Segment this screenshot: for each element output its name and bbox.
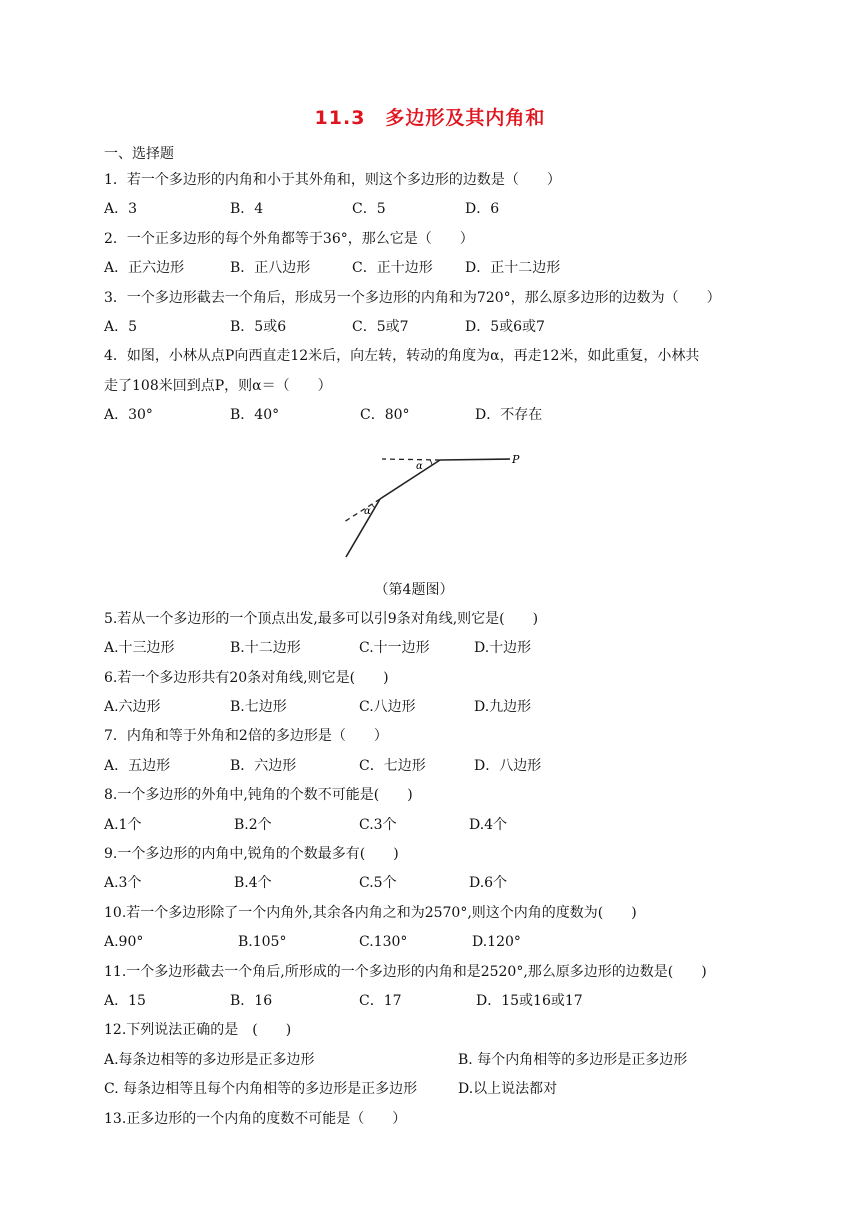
option-b: B.七边形 [230,699,287,716]
question-options [104,634,764,663]
option-c: C.八边形 [359,699,416,716]
option-d: D．不存在 [475,407,543,424]
alpha-label-1: α [416,460,423,472]
question-options [104,811,764,840]
option-d: D．15或16或17 [476,992,583,1009]
option-c: C. 每条边相等且每个内角相等的多边形是正多边形 [104,1081,418,1098]
question-options [104,869,764,898]
question-options [104,1046,764,1075]
option-c: C．80° [360,407,410,424]
option-b: B．正八边形 [230,260,311,277]
segment-1 [440,459,510,460]
question-stem: 7．内角和等于外角和2倍的多边形是（ ） [104,728,388,745]
angle-arc-2 [372,504,375,508]
question-stem: 3．一个多边形截去一个角后，形成另一个多边形的内角和为720°，那么原多边形的边数为（ ） [104,289,721,306]
option-c: C．17 [359,992,402,1009]
option-a: A.十三边形 [104,640,175,657]
option-d: D．正十二边形 [465,260,561,277]
question-stem: 6.若一个多边形共有20条对角线,则它是( ) [104,669,389,686]
question-stem-continued: 走了108米回到点P，则α＝（ ） [104,377,332,394]
option-c: C．七边形 [359,757,426,774]
option-a: A．正六边形 [104,260,185,277]
option-b: B．16 [230,992,273,1009]
angle-arc-1 [430,460,432,465]
point-p-label: P [512,452,520,466]
option-b: B．4 [230,201,264,218]
extension-line-1 [382,459,440,460]
question-stem: 12.下列说法正确的是 ( ) [104,1022,292,1039]
option-d: D.4个 [469,816,508,833]
option-b: B.105° [238,934,287,951]
question-stem: 5.若从一个多边形的一个顶点出发,最多可以引9条对角线,则它是( ) [104,610,539,627]
option-c: C.130° [359,934,408,951]
option-c: C.5个 [359,875,397,892]
option-b: B.2个 [234,816,272,833]
option-c: C．5 [352,201,386,218]
question-stem: 13.正多边形的一个内角的度数不可能是（ ） [104,1110,407,1127]
option-b: B. 每个内角相等的多边形是正多边形 [458,1051,688,1068]
option-a: A．5 [104,318,138,335]
option-d: D．八边形 [474,757,542,774]
question-stem: 9.一个多边形的内角中,锐角的个数最多有( ) [104,846,399,863]
option-b: B.4个 [234,875,272,892]
section-heading: 一、选择题 [104,146,174,162]
option-b: B.十二边形 [230,640,301,657]
question-stem: 1．若一个多边形的内角和小于其外角和，则这个多边形的边数是（ ） [104,172,561,188]
option-d: D.十边形 [474,640,532,657]
question-list [104,166,764,1134]
option-d: D.120° [472,934,521,951]
question-options [104,254,764,283]
question-options [104,195,764,224]
option-a: A．30° [104,407,153,424]
extension-line-2 [344,499,380,522]
option-c: C．5或7 [352,318,409,335]
question-stem: 8.一个多边形的外角中,钝角的个数不可能是( ) [104,787,413,804]
question-options [104,1075,764,1104]
page-title: 11.3 多边形及其内角和 [314,107,546,129]
question-4-figure [104,431,764,576]
option-a: A.3个 [104,875,142,892]
option-a: A.90° [104,934,144,951]
option-a: A.六边形 [104,699,161,716]
option-b: B．40° [230,407,280,424]
question-options [104,313,764,342]
question-stem: 2．一个正多边形的每个外角都等于36°，那么它是（ ） [104,230,474,247]
option-c: C.十一边形 [359,640,430,657]
question-options [104,987,764,1016]
option-d: D.九边形 [474,699,532,716]
path-diagram [338,439,528,559]
option-a: A．五边形 [104,757,171,774]
option-b: B．5或6 [230,318,287,335]
option-a: A．3 [104,201,138,218]
question-options [104,693,764,722]
option-a: A.每条边相等的多边形是正多边形 [104,1051,315,1068]
option-d: D.6个 [469,875,508,892]
question-stem: 11.一个多边形截去一个角后,所形成的一个多边形的内角和是2520°,那么原多边形的边数是( ) [104,963,707,980]
question-stem: 4．如图，小林从点P向西直走12米后，向左转，转动的角度为α，再走12米，如此重复，小林共 [104,348,700,365]
question-stem: 10.若一个多边形除了一个内角外,其余各内角之和为2570°,则这个内角的度数为( ) [104,904,637,921]
alpha-label-2: α [364,505,371,517]
question-options [104,752,764,781]
question-options [104,928,764,957]
option-c: C.3个 [359,816,397,833]
option-d: D．5或6或7 [465,318,545,335]
option-b: B．六边形 [230,757,297,774]
option-d: D．6 [465,201,500,218]
segment-2 [380,460,440,499]
option-a: A．15 [104,992,146,1009]
option-d: D.以上说法都对 [458,1081,558,1098]
question-options [104,401,764,430]
option-c: C．正十边形 [352,260,433,277]
option-a: A.1个 [104,816,142,833]
figure-caption: （第4题图） [374,581,454,598]
